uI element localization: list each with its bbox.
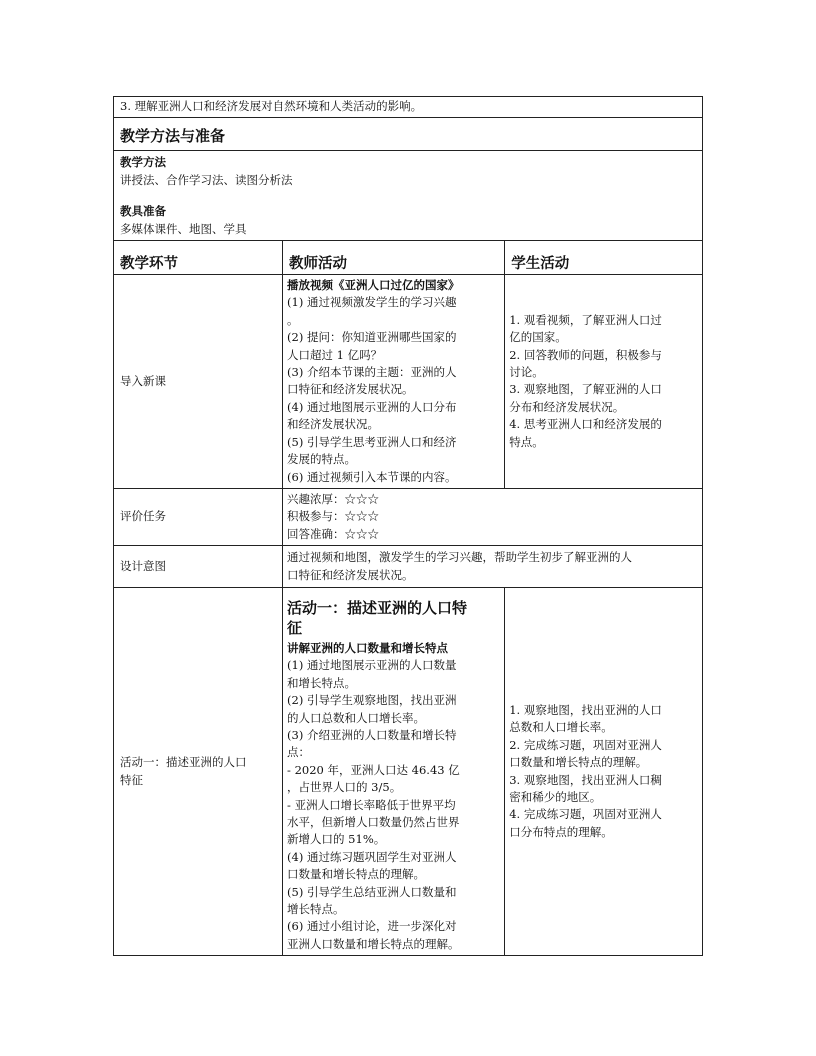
header-student: 学生活动 xyxy=(505,241,703,275)
methods-title-row xyxy=(114,118,703,151)
activity1-student-line: 口数量和增长特点的理解。 xyxy=(509,755,648,770)
tools-label: 教具准备 xyxy=(120,204,166,219)
activity1-teacher-line: (4) 通过练习题巩固学生对亚洲人 xyxy=(287,849,457,864)
intro-teacher-line: (5) 引导学生思考亚洲人口和经济 xyxy=(287,434,457,449)
activity1-teacher-line: 新增人口的 51%。 xyxy=(287,832,386,847)
intro-teacher-line: 人口超过 1 亿吗？ xyxy=(287,347,383,362)
tools-text: 多媒体课件、地图、学具 xyxy=(120,221,247,236)
activity1-teacher-line: (1) 通过地图展示亚洲的人口数量 xyxy=(287,658,457,673)
intro-student-line: 分布和经济发展状况。 xyxy=(509,399,625,414)
intro-student-cell xyxy=(505,275,703,489)
activity1-student-line: 密和稀少的地区。 xyxy=(509,790,602,804)
methods-section-title: 教学方法与准备 xyxy=(114,118,703,151)
activity1-stage-line: 活动一：描述亚洲的人口 xyxy=(120,755,247,770)
header-stage: 教学环节 xyxy=(114,241,283,275)
intro-teacher-line: 发展的特点。 xyxy=(287,452,357,467)
activity1-teacher-line: ，占世界人口的 3/5。 xyxy=(287,780,402,795)
activity1-teacher-line: 水平，但新增人口数量仍然占世界 xyxy=(287,815,460,829)
activity1-student-cell xyxy=(505,587,703,955)
evaluation-label: 积极参与： xyxy=(287,509,345,524)
intro-teacher-line: 。 xyxy=(287,312,299,327)
activity1-student-line: 4. 完成练习题，巩固对亚洲人 xyxy=(509,807,662,822)
evaluation-item xyxy=(287,508,698,525)
methods-label: 教学方法 xyxy=(120,155,166,170)
activity1-teacher-line: 点： xyxy=(287,745,311,760)
header-teacher: 教师活动 xyxy=(283,241,505,275)
design-cell xyxy=(283,546,703,588)
intro-student-line: 亿的国家。 xyxy=(509,330,567,345)
activity1-teacher-line: (2) 引导学生观察地图，找出亚洲 xyxy=(287,693,457,708)
design-stage: 设计意图 xyxy=(114,546,283,588)
activity1-teacher-line: 增长特点。 xyxy=(287,902,345,917)
intro-stage: 导入新课 xyxy=(114,275,283,489)
objective-row xyxy=(114,97,703,118)
star-rating: ☆☆☆ xyxy=(344,509,380,524)
activity1-title: 活动一：描述亚洲的人口特 xyxy=(287,598,468,617)
evaluation-row xyxy=(114,488,703,545)
intro-student-line: 4. 思考亚洲人口和经济发展的 xyxy=(509,417,662,432)
activity1-teacher-cell xyxy=(283,587,505,955)
methods-body xyxy=(114,151,703,241)
activity1-teacher-line: (6) 通过小组讨论，进一步深化对 xyxy=(287,919,457,934)
methods-text: 讲授法、合作学习法、读图分析法 xyxy=(120,172,293,187)
intro-teacher-title: 播放视频《亚洲人口过亿的国家》 xyxy=(287,278,460,293)
activity1-teacher-line: (3) 介绍亚洲的人口数量和增长特 xyxy=(287,727,457,742)
intro-student-line: 讨论。 xyxy=(509,365,544,380)
activity1-student-line: 1. 观察地图，找出亚洲的人口 xyxy=(509,702,662,717)
evaluation-cell xyxy=(283,488,703,545)
star-rating: ☆☆☆ xyxy=(344,491,380,506)
intro-teacher-line: 和经济发展状况。 xyxy=(287,417,380,432)
spacer xyxy=(120,189,696,203)
evaluation-stage: 评价任务 xyxy=(114,488,283,545)
intro-teacher-cell xyxy=(283,275,505,489)
activity1-stage-line: 特征 xyxy=(120,772,143,787)
intro-student-line: 3. 观察地图，了解亚洲的人口 xyxy=(509,382,662,397)
lesson-plan-document xyxy=(113,96,703,956)
activity1-row xyxy=(114,587,703,955)
design-row xyxy=(114,546,703,588)
intro-teacher-line: (6) 通过视频引入本节课的内容。 xyxy=(287,469,457,484)
activity1-teacher-line: 和增长特点。 xyxy=(287,675,357,690)
activity1-student-line: 总数和人口增长率。 xyxy=(509,720,613,735)
intro-teacher-line: (2) 提问：你知道亚洲哪些国家的 xyxy=(287,330,457,345)
intro-teacher-line: (4) 通过地图展示亚洲的人口分布 xyxy=(287,399,457,414)
intro-teacher-line: (1) 通过视频激发学生的学习兴趣 xyxy=(287,295,457,310)
activity1-teacher-line: 的人口总数和人口增长率。 xyxy=(287,710,426,725)
activity1-title: 征 xyxy=(287,618,303,637)
activity1-teacher-line: - 亚洲人口增长率略低于世界平均 xyxy=(287,797,456,812)
intro-student-line: 1. 观看视频，了解亚洲人口过 xyxy=(509,312,662,327)
header-row xyxy=(114,241,703,275)
intro-teacher-line: (3) 介绍本节课的主题：亚洲的人 xyxy=(287,365,457,380)
activity1-teacher-line: 亚洲人口数量和增长特点的理解。 xyxy=(287,936,460,951)
activity1-student-line: 口分布特点的理解。 xyxy=(509,824,613,839)
activity1-stage xyxy=(114,587,283,955)
objective-3-text: 3. 理解亚洲人口和经济发展对自然环境和人类活动的影响。 xyxy=(114,97,703,118)
intro-teacher-line: 口特征和经济发展状况。 xyxy=(287,382,414,397)
design-line: 口特征和经济发展状况。 xyxy=(287,567,414,582)
design-line: 通过视频和地图，激发学生的学习兴趣，帮助学生初步了解亚洲的人 xyxy=(287,550,633,565)
intro-student-line: 特点。 xyxy=(509,434,544,449)
evaluation-label: 兴趣浓厚： xyxy=(287,491,345,506)
intro-student-line: 2. 回答教师的问题，积极参与 xyxy=(509,347,662,362)
activity1-teacher-line: (5) 引导学生总结亚洲人口数量和 xyxy=(287,884,457,899)
evaluation-label: 回答准确： xyxy=(287,526,345,541)
evaluation-item xyxy=(287,526,698,543)
evaluation-item xyxy=(287,491,698,508)
activity1-teacher-line: 口数量和增长特点的理解。 xyxy=(287,867,426,882)
intro-row xyxy=(114,275,703,489)
lesson-plan-table xyxy=(113,96,703,956)
activity1-student-line: 2. 完成练习题，巩固对亚洲人 xyxy=(509,737,662,752)
activity1-student-line: 3. 观察地图，找出亚洲人口稠 xyxy=(509,772,662,787)
star-rating: ☆☆☆ xyxy=(344,526,380,541)
methods-body-row xyxy=(114,151,703,241)
activity1-subtitle: 讲解亚洲的人口数量和增长特点 xyxy=(287,640,449,655)
activity1-teacher-line: - 2020 年，亚洲人口达 46.43 亿 xyxy=(287,762,460,777)
